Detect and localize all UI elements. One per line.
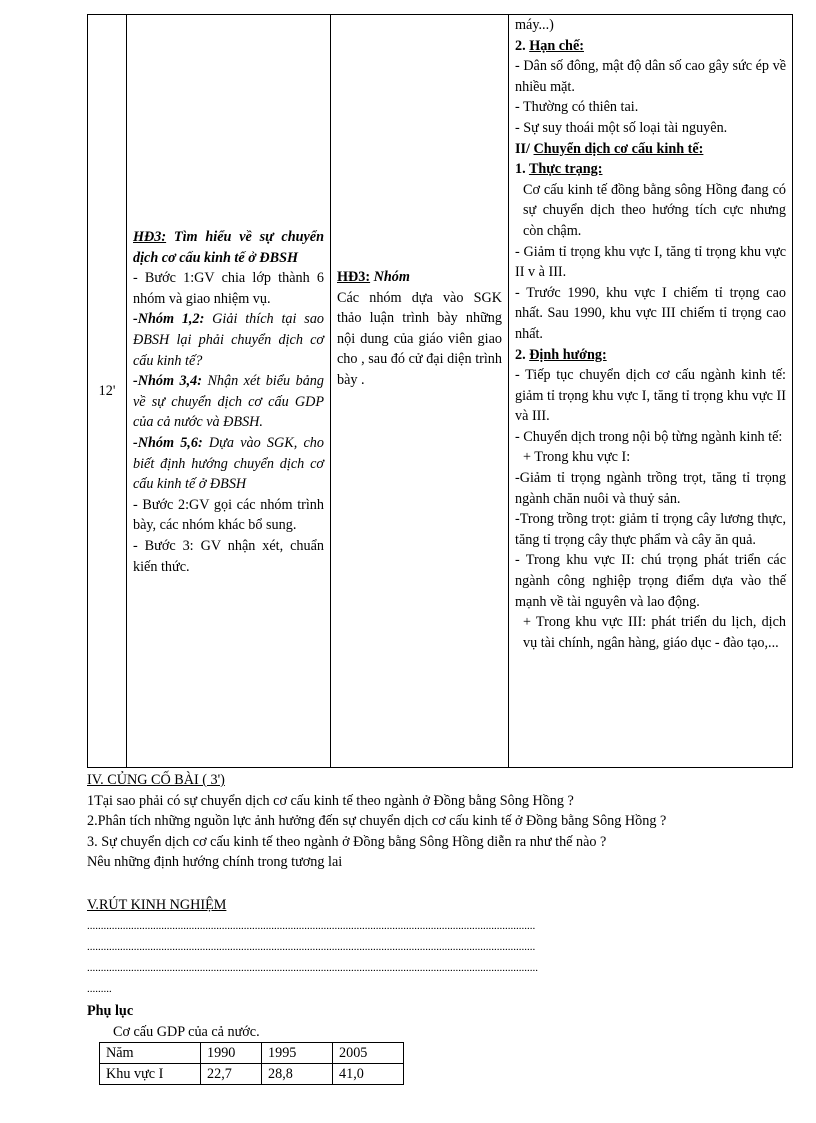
limit-item: - Sự suy thoái một số loại tài nguyên. xyxy=(515,119,728,136)
content-cell xyxy=(509,15,793,768)
teacher-activity-title: HĐ3: Tìm hiểu về sự chuyển dịch cơ cấu kinh tế ở ĐBSH xyxy=(133,229,324,266)
dotted-line: .................................................................................................................................................................... xyxy=(87,961,538,974)
direction-heading: 2. Định hướng: xyxy=(515,346,607,363)
current-item: - Trước 1990, khu vực I chiếm tỉ trọng cao nhất. Sau 1990, khu vực III chiếm tỉ trọng cao nhất. xyxy=(515,284,786,342)
appendix-caption: Cơ cấu GDP của cả nước. xyxy=(113,1024,260,1040)
step-2: - Bước 2:GV gọi các nhóm trình bày, các nhóm khác bổ sung. xyxy=(133,496,324,534)
current-state-heading: 1. Thực trạng: xyxy=(515,161,603,178)
table-cell: 41,0 xyxy=(333,1064,404,1085)
direction-item: - Chuyển dịch trong nội bộ từng ngành kinh tế: xyxy=(515,428,783,445)
time-cell xyxy=(88,15,127,768)
group-5-6-task: -Nhóm 5,6: Dựa vào SGK, cho biết định hướng chuyển dịch cơ cấu kinh tế ở ĐBSH xyxy=(133,434,324,493)
activity-row xyxy=(88,15,793,768)
lesson-plan-table xyxy=(87,14,793,768)
limit-heading: 2. Hạn chế: xyxy=(515,37,584,54)
table-cell: Khu vực I xyxy=(100,1064,201,1085)
group-1-2-task: -Nhóm 1,2: Giải thích tại sao ĐBSH lại phải chuyển dịch cơ cấu kinh tế? xyxy=(133,311,325,369)
group-3-4-task: -Nhóm 3,4: Nhận xét biểu bảng về sự chuyển dịch cơ cấu GDP của cả nước và ĐBSH. xyxy=(133,373,324,431)
table-cell: 22,7 xyxy=(201,1064,262,1085)
step-3: - Bước 3: GV nhận xét, chuẩn kiến thức. xyxy=(133,537,324,575)
table-row xyxy=(100,1064,404,1085)
review-heading: IV. CỦNG CỐ BÀI ( 3') xyxy=(87,772,225,788)
student-activity-cell xyxy=(331,15,509,768)
current-item: - Giảm tỉ trọng khu vực I, tăng tỉ trọng khu vực II v à III. xyxy=(515,243,786,281)
table-cell: 1995 xyxy=(262,1043,333,1064)
experience-section xyxy=(87,895,792,1000)
content-top-tail: máy...) xyxy=(515,17,554,33)
step-1: - Bước 1:GV chia lớp thành 6 nhóm và giao nhiệm vụ. xyxy=(133,270,324,307)
gdp-table xyxy=(99,1042,404,1085)
direction-item: -Trong trồng trọt: giảm tỉ trọng cây lương thực, tăng tỉ trọng cây thực phẩm và cây ăn quả. xyxy=(515,511,786,548)
review-question: 1Tại sao phải có sự chuyển dịch cơ cấu kinh tế theo ngành ở Đồng bằng Sông Hồng ? xyxy=(87,792,574,809)
direction-item: - Trong khu vực II: chú trọng phát triển các ngành công nghiệp trọng điểm dựa vào thế mạnh về tài nguyên và lao động. xyxy=(515,552,786,610)
table-header-row xyxy=(100,1043,404,1064)
direction-item: + Trong khu vực I: xyxy=(523,449,631,466)
student-activity-text: Các nhóm dựa vào SGK thảo luận trình bày những nội dung của giáo viên giao cho , sau đó cử đại diện trình bày . xyxy=(337,289,502,388)
dotted-line: ................................................................................................................................................................... xyxy=(87,940,536,953)
teacher-activity-cell xyxy=(127,15,331,768)
direction-item: + Trong khu vực III: phát triển du lịch, dịch vụ tài chính, ngân hàng, giáo dục - đào tạo,... xyxy=(523,614,786,651)
section-2-heading: II/ Chuyển dịch cơ cấu kinh tế: xyxy=(515,140,704,157)
table-cell: 1990 xyxy=(201,1043,262,1064)
student-activity-title: HĐ3: Nhóm xyxy=(337,269,410,285)
table-cell: Năm xyxy=(100,1043,201,1064)
direction-item: - Tiếp tục chuyển dịch cơ cấu ngành kinh tế: giảm tỉ trọng khu vực I, tăng tỉ trọng khu vực II và III. xyxy=(515,367,786,425)
time-value: 12' xyxy=(98,382,116,399)
dotted-line: ......... xyxy=(87,982,112,995)
appendix-heading: Phụ lục xyxy=(87,1003,134,1019)
dotted-line: ................................................................................................................................................................... xyxy=(87,919,536,932)
review-question: Nêu những định hướng chính trong tương lai xyxy=(87,854,343,870)
review-section xyxy=(87,770,792,873)
review-question: 3. Sự chuyển dịch cơ cấu kinh tế theo ngành ở Đồng bằng Sông Hồng diễn ra như thế nào ? xyxy=(87,833,607,850)
limit-item: - Thường có thiên tai. xyxy=(515,99,639,116)
table-cell: 2005 xyxy=(333,1043,404,1064)
appendix xyxy=(87,1001,260,1043)
review-question: 2.Phân tích những nguồn lực ảnh hưởng đến sự chuyển dịch cơ cấu kinh tế ở Đồng bằng Sông Hồng ? xyxy=(87,813,667,829)
current-item: Cơ cấu kinh tế đồng bằng sông Hồng đang có sự chuyển dịch theo hướng tích cực nhưng còn chậm. xyxy=(523,181,786,239)
experience-heading: V.RÚT KINH NGHIỆM xyxy=(87,897,227,913)
table-cell: 28,8 xyxy=(262,1064,333,1085)
direction-item: -Giảm tỉ trọng ngành trồng trọt, tăng tỉ trọng ngành chăn nuôi và thuỷ sản. xyxy=(515,470,786,507)
limit-item: - Dân số đông, mật độ dân số cao gây sức ép về nhiều mặt. xyxy=(515,58,786,95)
